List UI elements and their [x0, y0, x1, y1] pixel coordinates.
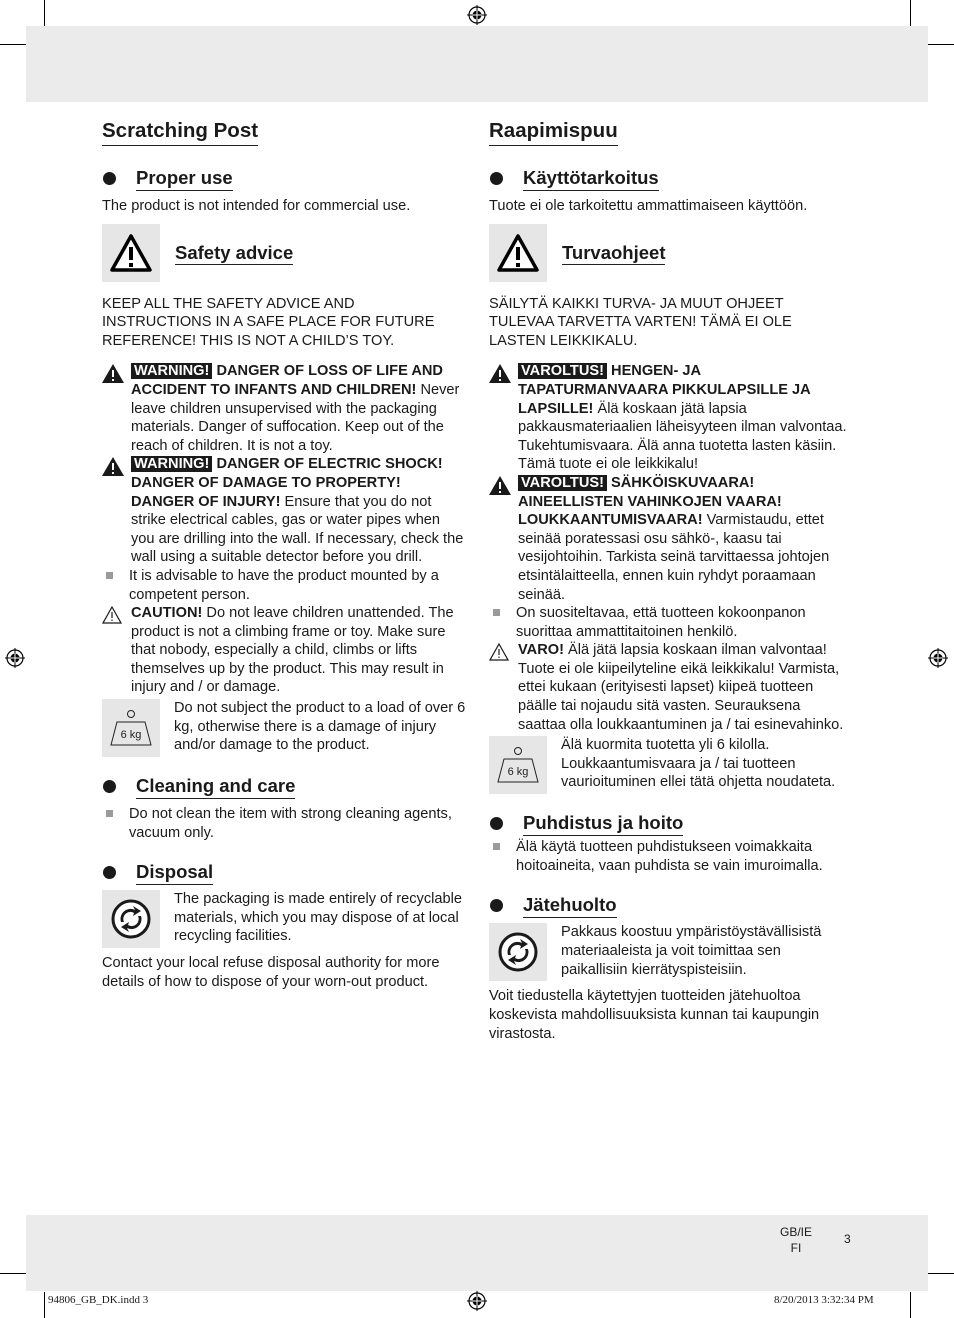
- language-code: GB/IE: [780, 1225, 813, 1239]
- crop-mark: [0, 1273, 26, 1274]
- page-number: 3: [844, 1232, 851, 1246]
- english-column: [102, 118, 466, 991]
- warning-tag: WARNING!: [131, 456, 212, 472]
- warning-black-icon: [102, 364, 124, 383]
- advice-text: It is advisable to have the product mounted by a competent person.: [129, 567, 439, 603]
- proper-use-heading: [102, 166, 466, 191]
- warning-item: [489, 362, 851, 474]
- caution-outline-icon: [102, 606, 122, 624]
- finnish-column: [489, 118, 851, 1043]
- warning-text: Varmistaudu, ettet seinää poratessasi osu sähkö-, kaasu tai vesijohtoihin. Tarkista seinä tarvittaessa johtojen etsintälaitteella, ennen kuin ryhdyt poraamaan seinää.: [518, 512, 830, 603]
- safety-advice-heading: [102, 224, 466, 282]
- advice-text: On suositeltavaa, että tuotteen kokoonpanon suorittaa ammattitaitoinen henkilö.: [516, 605, 806, 640]
- disposal-heading: [489, 893, 851, 918]
- bullet-icon: [490, 172, 503, 185]
- slug-timestamp: 8/20/2013 3:32:34 PM: [774, 1294, 874, 1306]
- slug-filename: 94806_GB_DK.indd 3: [48, 1294, 149, 1306]
- heading-text: Disposal: [136, 860, 213, 885]
- bullet-icon: [103, 866, 116, 879]
- advice-item: [102, 567, 466, 604]
- cleaning-heading: [489, 811, 851, 836]
- crop-mark: [910, 1292, 911, 1318]
- warning-bold: DANGER OF LOSS OF LIFE AND ACCIDENT TO INFANTS AND CHILDREN!: [131, 363, 443, 398]
- caution-item: [102, 604, 466, 697]
- heading-text: Käyttötarkoitus: [523, 166, 659, 191]
- caution-bold: CAUTION!: [131, 605, 203, 622]
- proper-use-text: The product is not intended for commercial use.: [102, 198, 411, 214]
- warning-item: [102, 362, 466, 455]
- warning-item: [489, 474, 851, 604]
- advice-item: [489, 604, 851, 641]
- language-codes: [780, 1224, 812, 1256]
- registration-mark-icon: [5, 648, 25, 668]
- recycling-icon: [489, 923, 547, 981]
- square-bullet-icon: [489, 838, 516, 875]
- warning-bold: DANGER OF ELECTRIC SHOCK! DANGER OF DAMAGE TO PROPERTY! DANGER OF INJURY!: [131, 456, 443, 510]
- warning-tag: WARNING!: [131, 363, 212, 379]
- safety-intro: KEEP ALL THE SAFETY ADVICE AND INSTRUCTIONS IN A SAFE PLACE FOR FUTURE REFERENCE! THIS IS NOT A CHILD’S TOY.: [102, 295, 435, 349]
- disposal-contact-text: Contact your local refuse disposal authority for more details of how to dispose of your worn-out product.: [102, 955, 440, 990]
- bullet-icon: [103, 780, 116, 793]
- caution-text: Do not leave children unattended. The product is not a climbing frame or toy. Make sure that nobody, especially a child, climbs or lifts themselves up by the product. This may result in injury and / or damage.: [131, 605, 454, 696]
- heading-text: Proper use: [136, 166, 233, 191]
- weight-icon: [102, 699, 160, 757]
- warning-bold: HENGEN- JA TAPATURMANVAARA PIKKULAPSILLE JA LAPSILLE!: [518, 363, 811, 417]
- weight-label: 6 kg: [120, 729, 142, 742]
- heading-text: Safety advice: [175, 241, 294, 263]
- crop-mark: [44, 0, 45, 26]
- warning-black-icon: [489, 476, 511, 495]
- cleaning-heading: [102, 774, 466, 799]
- crop-mark: [928, 44, 954, 45]
- caution-outline-icon: [489, 643, 509, 661]
- weight-limit-item: [489, 736, 851, 794]
- weight-text: Älä kuormita tuotetta yli 6 kilolla. Loukkaantumisvaara ja / tai tuotteen vaurioituminen ellei tätä ohjetta noudateta.: [561, 737, 836, 791]
- warning-bold: SÄHKÖISKUVAARA! AINEELLISTEN VAHINKOJEN VAARA! LOUKKAANTUMISVAARA!: [518, 474, 782, 529]
- crop-mark: [928, 1273, 954, 1274]
- warning-triangle-icon: [489, 224, 547, 282]
- crop-mark: [0, 44, 26, 45]
- caution-bold: VARO!: [518, 642, 564, 659]
- registration-mark-icon: [467, 1291, 487, 1311]
- registration-mark-icon: [928, 648, 948, 668]
- proper-use-text: Tuote ei ole tarkoitettu ammattimaiseen käyttöön.: [489, 198, 808, 214]
- recycling-icon: [102, 890, 160, 948]
- bullet-icon: [490, 817, 503, 830]
- cleaning-item: [102, 805, 466, 842]
- square-bullet-icon: [102, 567, 129, 604]
- cleaning-text: Do not clean the item with strong cleaning agents, vacuum only.: [129, 806, 452, 841]
- disposal-heading: [102, 860, 466, 885]
- warning-black-icon: [102, 457, 124, 476]
- caution-text: Älä jätä lapsia koskaan ilman valvontaa! Tuote ei ole kiipeilyteline eikä leikkikalu! Varmista, ettei kukaan (erityisesti lapset) kiipeä tuotteen päälle tai nojaudu sitä vasten. Seurauksena saattaa olla loukkaantuminen ja / tai esinevahinko.: [518, 642, 844, 733]
- warning-text: Never leave children unsupervised with the packaging materials. Danger of suffocation. Keep out of the reach of children. It is not a toy.: [131, 381, 460, 454]
- disposal-contact-text: Voit tiedustella käytettyjen tuotteiden jätehuoltoa koskevista mahdollisuuksista kunnan tai kaupungin virastosta.: [489, 988, 820, 1042]
- proper-use-heading: [489, 166, 851, 191]
- warning-black-icon: [489, 364, 511, 383]
- weight-icon: [489, 736, 547, 794]
- bullet-icon: [103, 172, 116, 185]
- safety-intro: SÄILYTÄ KAIKKI TURVA- JA MUUT OHJEET TULEVAA TARVETTA VARTEN! TÄMÄ EI OLE LASTEN LEIKKIKALU.: [489, 295, 792, 349]
- weight-label: 6 kg: [507, 766, 529, 779]
- square-bullet-icon: [489, 604, 516, 641]
- bullet-icon: [490, 899, 503, 912]
- language-code: FI: [790, 1241, 802, 1255]
- registration-mark-icon: [467, 5, 487, 25]
- warning-tag: VAROLTUS!: [518, 475, 607, 491]
- safety-advice-heading: [489, 224, 851, 282]
- caution-item: [489, 641, 851, 734]
- heading-text: Puhdistus ja hoito: [523, 811, 683, 836]
- weight-text: Do not subject the product to a load of over 6 kg, otherwise there is a damage of injury and/or damage to the product.: [174, 700, 466, 754]
- heading-text: Turvaohjeet: [562, 241, 666, 263]
- cleaning-text: Älä käytä tuotteen puhdistukseen voimakkaita hoitoaineita, vaan puhdista se vain imuroimalla.: [516, 839, 823, 874]
- crop-mark: [910, 0, 911, 26]
- heading-text: Jätehuolto: [523, 893, 617, 918]
- warning-text: Ensure that you do not strike electrical cables, gas or water pipes when you are drilling into the wall. If necessary, check the wall using a suitable detector before you drill.: [131, 493, 464, 566]
- recycling-item: [102, 890, 466, 948]
- warning-tag: VAROLTUS!: [518, 363, 607, 379]
- heading-text: Cleaning and care: [136, 774, 295, 799]
- page-title: Scratching Post: [102, 118, 258, 146]
- square-bullet-icon: [102, 805, 129, 842]
- cleaning-item: [489, 838, 851, 875]
- warning-item: [102, 455, 466, 567]
- warning-text: Älä koskaan jätä lapsia pakkausmateriaalien läheisyyteen ilman valvontaa. Tukehtumisvaara. Älä anna tuotetta lasten käsiin. Tämä tuote ei ole leikkikalu!: [518, 400, 847, 473]
- recycling-item: [489, 923, 851, 981]
- recycling-text: Pakkaus koostuu ympäristöystävällisistä materiaaleista ja voit toimittaa sen paikallisiin kierrätyspisteisiin.: [561, 924, 822, 978]
- header-band: [26, 26, 928, 102]
- page-title: Raapimispuu: [489, 118, 618, 146]
- recycling-text: The packaging is made entirely of recyclable materials, which you may dispose of at local recycling facilities.: [174, 891, 462, 945]
- crop-mark: [44, 1292, 45, 1318]
- weight-limit-item: [102, 699, 466, 757]
- warning-triangle-icon: [102, 224, 160, 282]
